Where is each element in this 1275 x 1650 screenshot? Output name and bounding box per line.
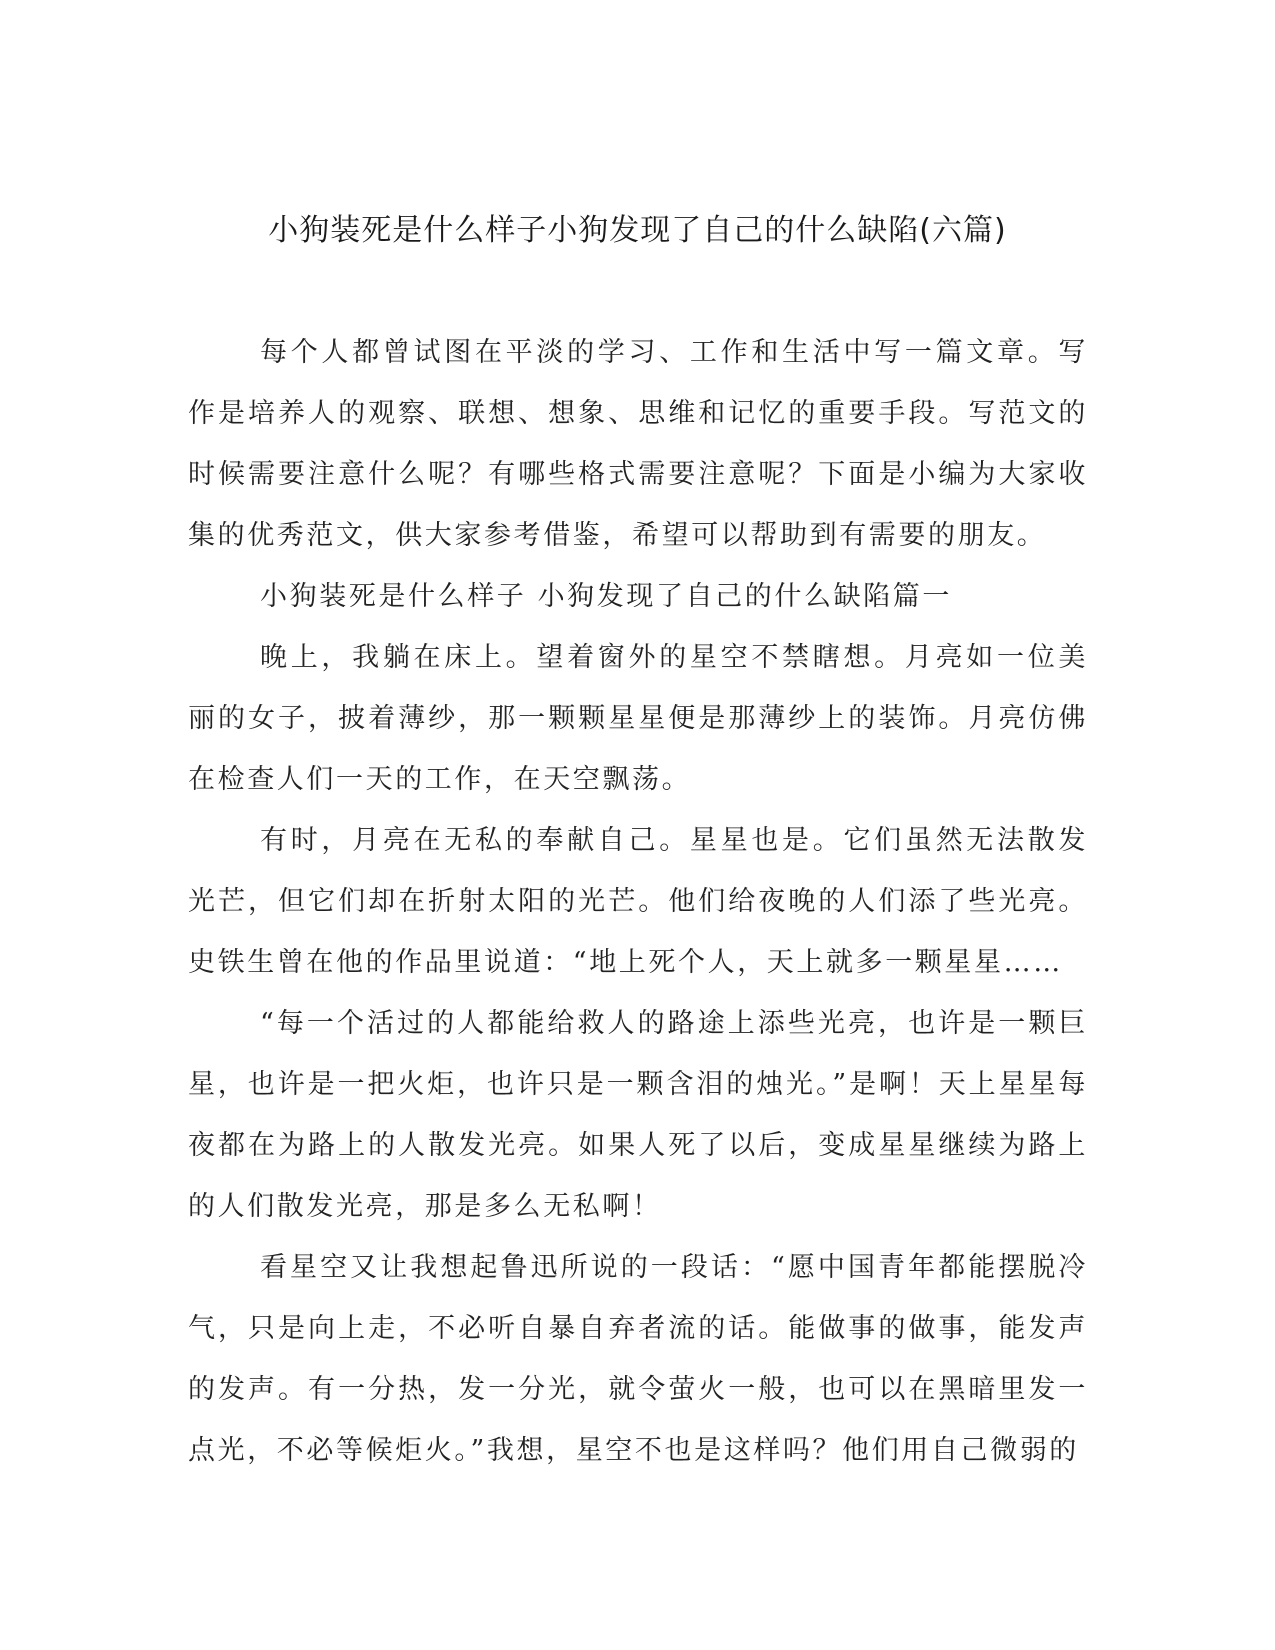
body-paragraph: 有时，月亮在无私的奉献自己。星星也是。它们虽然无法散发光芒，但它们却在折射太阳的光芒。他们给夜晚的人们添了些光亮。史铁生曾在他的作品里说道：“地上死个人，天上就多一颗星星……: [188, 825, 1088, 978]
body-paragraph: 看星空又让我想起鲁迅所说的一段话：“愿中国青年都能摆脱冷气，只是向上走，不必听自暴自弃者流的话。能做事的做事，能发声的发声。有一分热，发一分光，就令萤火一般，也可以在黑暗里发一点光，不必等候炬火。”我想，星空不也是这样吗？他们用自己微弱的: [188, 1252, 1088, 1466]
body-paragraph: 晚上，我躺在床上。望着窗外的星空不禁瞎想。月亮如一位美丽的女子，披着薄纱，那一颗颗星星便是那薄纱上的装饰。月亮仿佛在检查人们一天的工作，在天空飘荡。: [188, 642, 1088, 795]
document-body: [188, 322, 1088, 1481]
section-heading: 小狗装死是什么样子 小狗发现了自己的什么缺陷篇一: [260, 581, 952, 612]
body-paragraph: “每一个活过的人都能给救人的路途上添些光亮，也许是一颗巨星，也许是一把火炬，也许只是一颗含泪的烛光。”是啊！天上星星每夜都在为路上的人散发光亮。如果人死了以后，变成星星继续为路上的人们散发光亮，那是多么无私啊！: [188, 1008, 1088, 1222]
intro-paragraph: 每个人都曾试图在平淡的学习、工作和生活中写一篇文章。写作是培养人的观察、联想、想象、思维和记忆的重要手段。写范文的时候需要注意什么呢？有哪些格式需要注意呢？下面是小编为大家收集的优秀范文，供大家参考借鉴，希望可以帮助到有需要的朋友。: [188, 337, 1088, 551]
document-title: 小狗装死是什么样子小狗发现了自己的什么缺陷(六篇): [268, 213, 1007, 248]
